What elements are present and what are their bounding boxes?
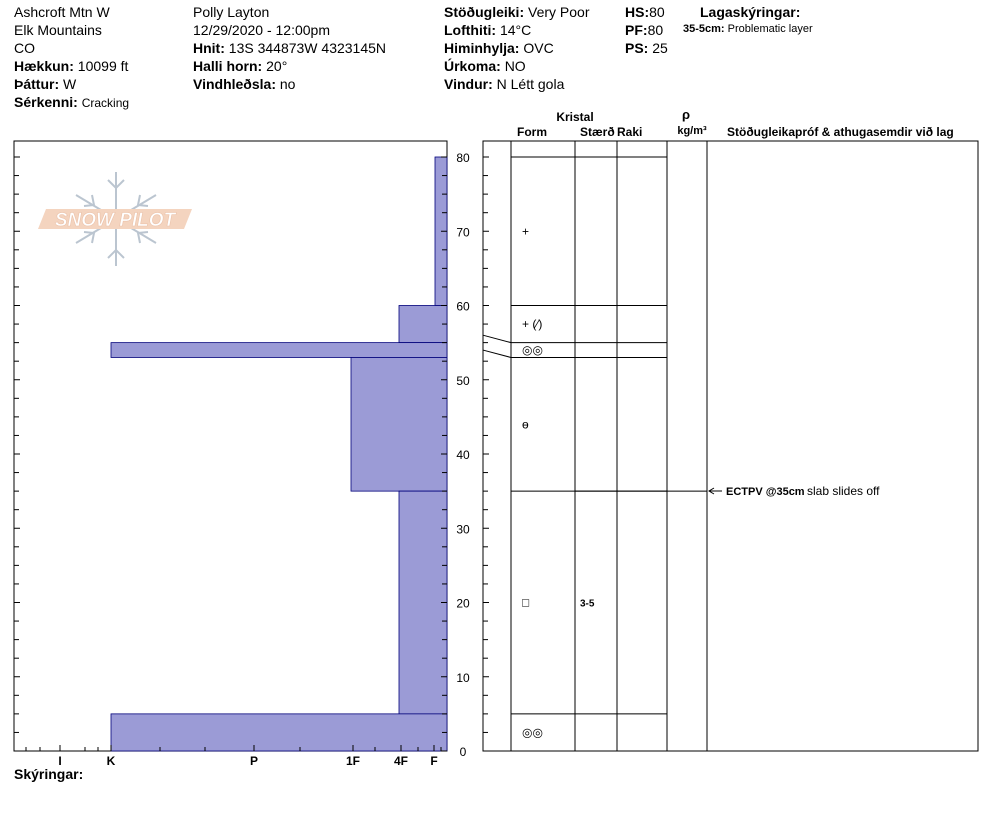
- y-tick-label: 10: [456, 670, 470, 685]
- crystal-header: Kristal: [556, 110, 594, 124]
- hardness-tick-label: 4F: [393, 754, 409, 768]
- wind-label: Vindur:: [444, 76, 493, 92]
- wind-value: N Létt gola: [496, 76, 565, 92]
- features-value: Cracking: [81, 96, 130, 110]
- snow-pilot-logo: [38, 172, 192, 266]
- y-tick-label: 40: [456, 448, 470, 462]
- crystal-form-0: +: [522, 224, 530, 239]
- hardness-bar-4: [399, 491, 447, 714]
- observer-name: Polly Layton: [193, 4, 270, 20]
- hs-label: HS:: [625, 4, 650, 20]
- y-tick-label: 50: [456, 373, 470, 388]
- layer-note-range: 35-5cm:: [683, 23, 725, 35]
- crystal-form-2: ◎◎: [522, 343, 543, 358]
- hardness-bar-1: [399, 306, 447, 343]
- y-tick-label: 60: [456, 299, 470, 314]
- stability-label: Stöðugleiki:: [444, 4, 525, 20]
- density-symbol: ρ: [681, 107, 691, 122]
- layer-connector: [483, 335, 511, 342]
- tests-header: Stöðugleikapróf & athugasemdir við lag: [727, 125, 954, 139]
- aspect-label: Þáttur:: [14, 76, 60, 92]
- logo-text: SNOW PILOT: [54, 210, 176, 231]
- hardness-bars: [111, 157, 447, 751]
- crystal-form-1: + (⁄): [522, 317, 543, 332]
- stability-value: Very Poor: [528, 4, 590, 20]
- stability-test-annotation: [709, 484, 880, 498]
- y-tick-label: 70: [456, 225, 470, 240]
- slope-value: 20°: [266, 58, 288, 74]
- y-tick-label: 0: [459, 745, 467, 759]
- pf-value: 80: [647, 22, 664, 38]
- slope-label: Halli horn:: [193, 58, 263, 74]
- crystal-form-3: ɵ: [522, 417, 529, 432]
- hardness-bar-3: [351, 357, 447, 491]
- coords-value: 13S 344873W 4323145N: [228, 40, 387, 56]
- layer-notes-title: Lagaskýringar:: [700, 4, 801, 20]
- pf-label: PF:: [625, 22, 648, 38]
- elevation-label: Hækkun:: [14, 58, 74, 74]
- hardness-bar-5: [111, 714, 447, 751]
- y-tick-label: 20: [456, 596, 470, 611]
- test-code: ECTPV @35cm: [726, 486, 805, 498]
- form-header: Form: [517, 125, 547, 139]
- crystal-form-4: □: [522, 595, 530, 610]
- precip-value: NO: [504, 58, 526, 74]
- elevation-value: 10099 ft: [77, 58, 129, 74]
- y-tick-label: 80: [456, 151, 470, 165]
- state: CO: [14, 40, 35, 56]
- ps-label: PS:: [625, 40, 649, 56]
- size-header: Stærð: [580, 125, 615, 139]
- air-temp-label: Lofthiti:: [444, 22, 497, 38]
- wind-loading-value: no: [279, 76, 296, 92]
- observation-datetime: 12/29/2020 - 12:00pm: [193, 22, 330, 38]
- wind-loading-label: Vindhleðsla:: [193, 76, 276, 92]
- ps-value: 25: [652, 40, 668, 56]
- aspect-value: W: [63, 76, 77, 92]
- hardness-bar-2: [111, 343, 447, 358]
- crystal-form-5: ◎◎: [522, 725, 543, 740]
- precip-label: Úrkoma:: [444, 58, 501, 74]
- crystal-size-4: 3-5: [580, 598, 595, 610]
- location-name: Ashcroft Mtn W: [14, 4, 110, 20]
- density-unit: kg/m³: [677, 125, 707, 137]
- hardness-tick-label: I: [58, 754, 62, 768]
- hardness-tick-label: 1F: [345, 754, 361, 768]
- hardness-tick-label: K: [106, 754, 116, 768]
- hardness-tick-label: P: [249, 754, 259, 768]
- hardness-tick-label: F: [430, 754, 438, 768]
- sky-label: Himinhylja:: [444, 40, 520, 56]
- features-label: Sérkenni:: [14, 94, 78, 110]
- layer-connector: [483, 350, 511, 357]
- sky-value: OVC: [523, 40, 554, 56]
- y-tick-label: 30: [456, 522, 470, 537]
- layer-note-text: Problematic layer: [727, 23, 813, 35]
- notes-label: Skýringar:: [14, 766, 84, 782]
- layer-boundary-lines: [483, 157, 707, 714]
- air-temp-value: 14°C: [499, 22, 532, 38]
- hs-value: 80: [649, 4, 665, 20]
- crystal-table-frame: [483, 141, 978, 751]
- coords-label: Hnit:: [193, 40, 225, 56]
- crystal-rows: [522, 224, 595, 739]
- test-comment: slab slides off: [807, 484, 880, 498]
- mountain-range: Elk Mountains: [14, 22, 102, 38]
- moisture-header: Raki: [617, 125, 643, 139]
